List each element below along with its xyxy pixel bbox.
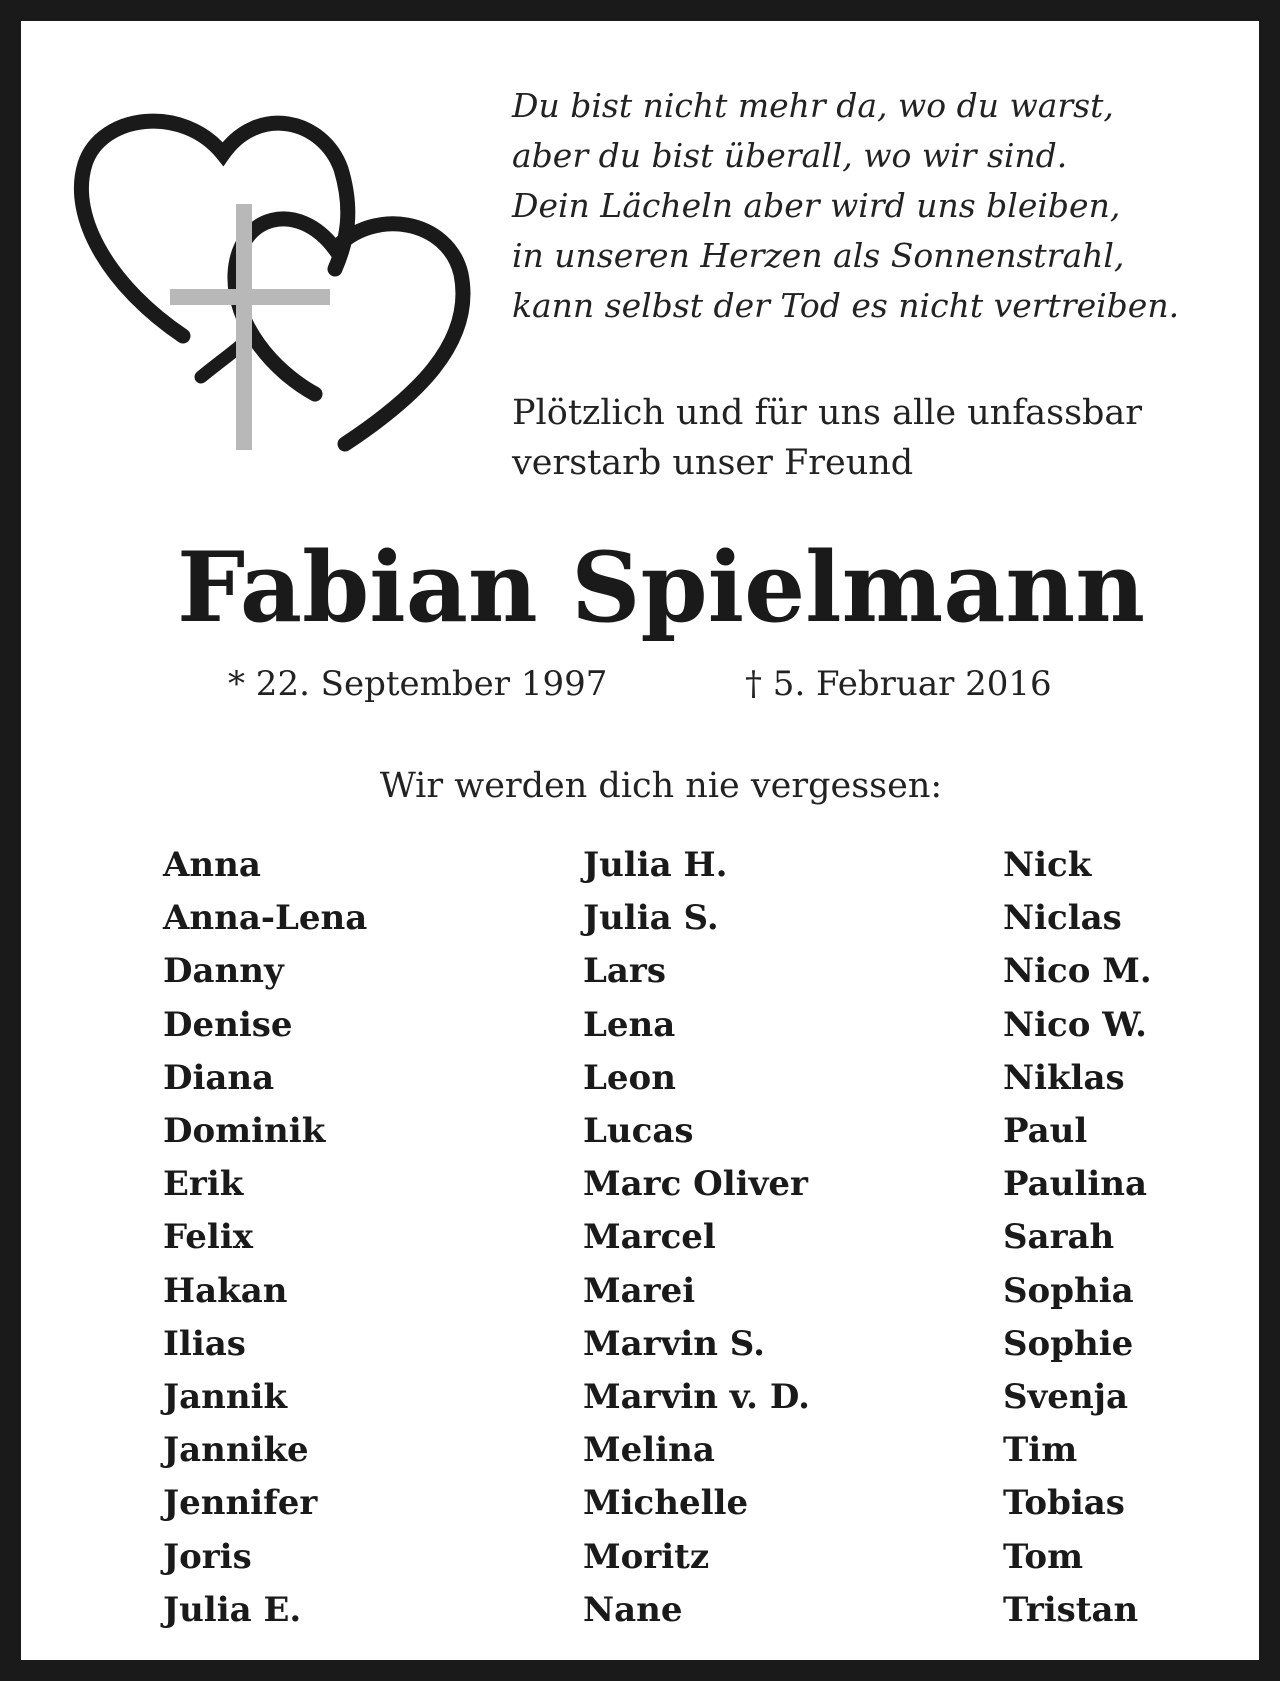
mourner-name: Julia H. — [583, 845, 728, 885]
cross-vertical — [236, 204, 252, 450]
mourner-column-2 — [583, 839, 810, 1637]
mourner-name: Melina — [583, 1430, 715, 1471]
poem-line: aber du bist überall, wo wir sind. — [512, 136, 1068, 175]
mourner-names — [163, 839, 1163, 1639]
farewell-line: Wir werden dich nie vergessen: — [379, 766, 943, 806]
mourner-column-3 — [1003, 839, 1152, 1637]
intro-line: Plötzlich und für uns alle unfassbar — [512, 393, 1143, 433]
mourner-name: Svenja — [1003, 1377, 1128, 1418]
mourner-name: Marei — [583, 1270, 696, 1311]
mourner-name: Nico M. — [1003, 951, 1152, 992]
mourner-name: Sarah — [1003, 1217, 1115, 1258]
mourner-name: Niklas — [1003, 1057, 1125, 1098]
mourner-name: Julia S. — [583, 898, 719, 939]
life-dates — [21, 659, 1280, 709]
cross-horizontal — [170, 289, 330, 305]
mourner-name: Erik — [163, 1164, 244, 1205]
mourner-name: Felix — [163, 1217, 254, 1258]
poem-line: kann selbst der Tod es nicht vertreiben. — [512, 286, 1180, 325]
poem — [512, 81, 1252, 331]
mourner-name: Tristan — [1003, 1589, 1139, 1630]
mourner-name: Lars — [583, 951, 666, 992]
mourner-name: Moritz — [583, 1536, 710, 1577]
mourner-name: Anna-Lena — [163, 898, 368, 939]
mourner-name: Tom — [1003, 1536, 1084, 1577]
poem-line: Dein Lächeln aber wird uns bleiben, — [512, 186, 1121, 225]
mourner-name: Niclas — [1003, 898, 1122, 939]
mourner-name: Joris — [163, 1536, 252, 1577]
mourner-name: Nico W. — [1003, 1004, 1147, 1045]
mourner-name: Lena — [583, 1004, 676, 1045]
mourner-name: Sophia — [1003, 1270, 1134, 1311]
mourner-name: Paul — [1003, 1111, 1088, 1152]
mourner-name: Denise — [163, 1004, 293, 1045]
mourner-column-1 — [163, 839, 367, 1637]
mourner-name: Jannike — [163, 1430, 309, 1471]
mourner-name: Jannik — [163, 1377, 288, 1418]
mourner-name: Leon — [583, 1057, 676, 1098]
mourner-name: Marvin v. D. — [583, 1377, 810, 1418]
mourner-name: Danny — [163, 951, 284, 992]
mourner-name: Anna — [163, 845, 261, 885]
mourner-name: Nick — [1003, 845, 1092, 885]
mourner-name: Nane — [583, 1589, 683, 1630]
mourner-name: Lucas — [583, 1111, 694, 1152]
mourner-name: Tim — [1003, 1430, 1078, 1471]
death-date: † 5. Februar 2016 — [745, 664, 1052, 704]
mourner-name: Dominik — [163, 1111, 326, 1152]
mourner-name: Marcel — [583, 1217, 716, 1258]
mourner-name: Sophie — [1003, 1323, 1134, 1364]
mourner-name: Julia E. — [163, 1589, 302, 1630]
birth-date: * 22. September 1997 — [228, 664, 608, 704]
mourner-name: Jennifer — [163, 1483, 318, 1524]
poem-line: in unseren Herzen als Sonnenstrahl, — [512, 236, 1125, 275]
mourner-name: Marvin S. — [583, 1323, 765, 1364]
mourner-name: Hakan — [163, 1270, 288, 1311]
mourner-name: Diana — [163, 1057, 275, 1098]
mourner-name: Tobias — [1003, 1483, 1125, 1524]
intro-line: verstarb unser Freund — [512, 443, 914, 483]
deceased-name: Fabian Spielmann — [177, 531, 1145, 644]
poem-line: Du bist nicht mehr da, wo du warst, — [512, 86, 1114, 125]
two-hearts-with-cross-icon — [73, 109, 493, 459]
mourner-name: Marc Oliver — [583, 1164, 808, 1205]
intro-text — [512, 388, 1252, 488]
mourner-name: Paulina — [1003, 1164, 1147, 1205]
mourner-name: Michelle — [583, 1483, 749, 1524]
mourner-name: Ilias — [163, 1323, 246, 1364]
